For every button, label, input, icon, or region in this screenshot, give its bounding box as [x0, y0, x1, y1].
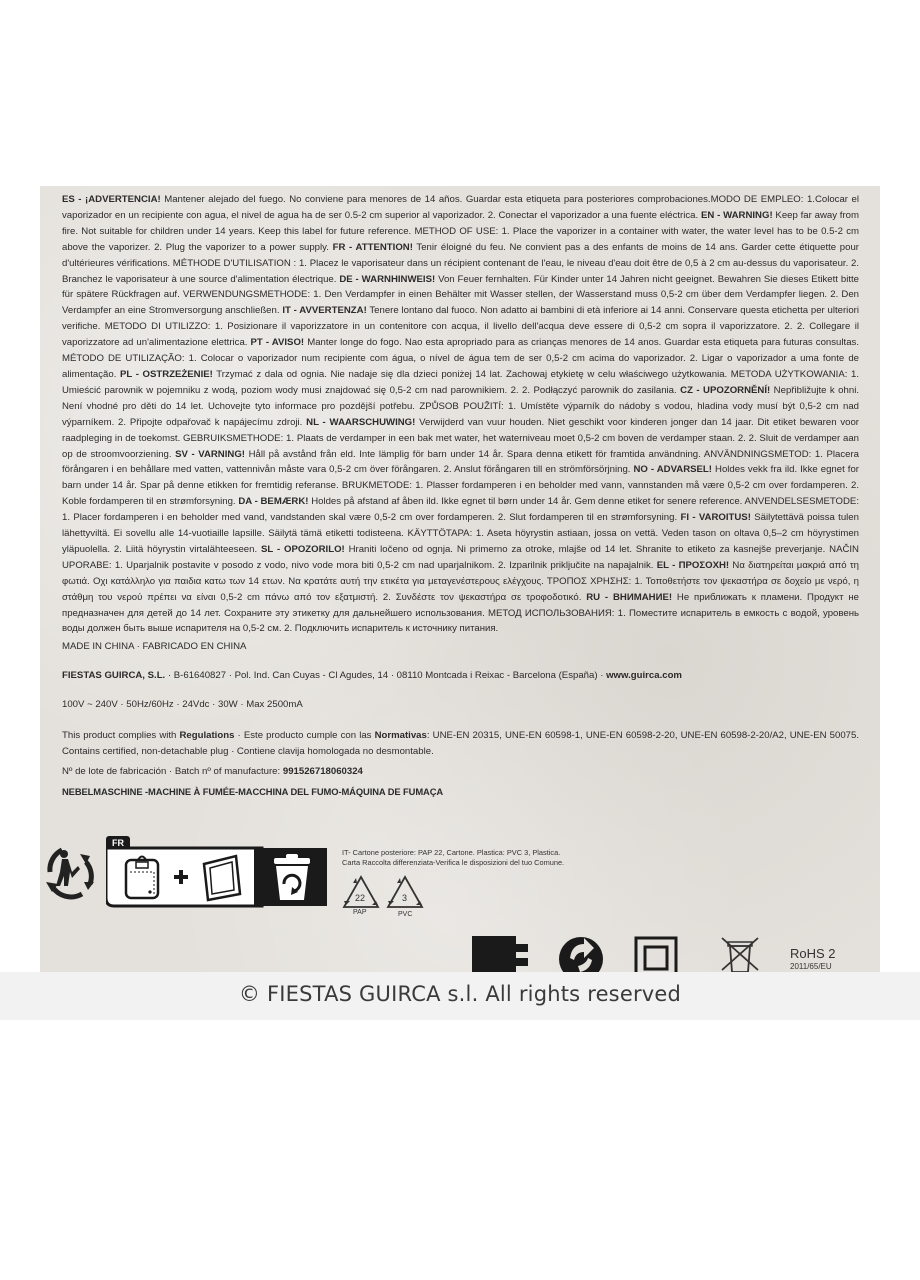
company-name: FIESTAS GUIRCA, S.L. — [62, 670, 166, 681]
recycle-bin-icon — [272, 854, 312, 902]
triman-icon — [42, 842, 104, 904]
rohs-directive: 2011/65/EU — [790, 962, 832, 971]
plug-icon — [472, 936, 542, 972]
electrical-specs: 100V ~ 240V · 50Hz/60Hz · 24Vdc · 30W · Max 2500mA — [62, 699, 303, 710]
warning-heading: EL - ΠΡΟΣΟΧΗ! — [656, 559, 730, 571]
box-icon — [124, 854, 160, 900]
warning-heading: NL - WAARSCHUWING! — [306, 416, 416, 428]
machine-names: NEBELMASCHINE -MACHINE À FUMÉE-MACCHINA DEL FUMO-MÁQUINA DE FUMAÇA — [62, 786, 444, 797]
warning-body: Trzymać z dala od ognia. Nie nadaje się dla dzieci poniżej 14 lat. Zachowaj etykietę w celu właściwego użytkowania. METODA UŻYTKOWANIA: 1. Umieścić parownik w pojemniku z wodą, poziom wody musi znajdować się 0,5-2 cm nad parownikiem. 2. 2. Podłączyć parownik do zasilania. — [62, 368, 860, 396]
green-dot-icon — [558, 936, 604, 972]
product-label — [40, 186, 880, 972]
warning-heading: DE - WARNHINWEIS! — [339, 273, 436, 285]
batch-label: Nº de lote de fabricación · Batch nº of manufacture: — [62, 766, 283, 777]
warning-heading: ES - ¡ADVERTENCIA! — [62, 194, 161, 205]
warning-body: Να διατηρείται μακριά από τη φωτιά. Οχι κατάλληλο για παιδια κατω των 14 ετων. Να κρατάτε αυτή την ετικέτα για μεταγενέστερους ελέγχους. ΤΡΟΠΟΣ ΧΡΗΣΗΣ: 1. Τοποθετήστε τον ψεκαστήρα σε δοχείο με νερό, η στάθμη του νερού πρέπει να είναι 0,5-2 cm πάνω από τον εξατμιστή. 2. Συνδέστε τον ψεκαστήρα σε τροφοδοτικό. — [62, 559, 860, 603]
warnings-text — [62, 192, 859, 637]
warning-body: Håll på avstånd från eld. Inte lämplig för barn under 14 år. Spara denna etikett för framtida användning. ANVÄNDNINGSMETOD: 1. Placera förångaren i en behållare med vatten, vattennivån måste vara 0,5-2 cm över förångaren. 2. Anslut förångaren till en strömförsörjning. — [62, 448, 860, 476]
warning-body: Verwijderd van vuur houden. Niet geschikt voor kinderen jonger dan 14 jaar. Dit etiket bewaren voor raadpleging in de toekomst. GEBRUIKSMETHODE: 1. Plaats de verdamper in een bak met water, het waterniveau moet 0,5-2 cm boven de verdamper staan. 2. 2. Sluit de verdamper aan op de stroomvoorziening. — [62, 416, 859, 460]
warning-heading: EN - WARNING! — [700, 209, 773, 221]
warning-body: Keep far away from fire. Not suitable for children under 14 years. Keep this label for future reference. METHOD OF USE: 1. Place the vaporizer in a container with water, the water level has to be 0.5-2 cm above the vaporizer. 2. Plug the vaporizer to a power supply. — [62, 209, 859, 253]
warning-body: Nepřibližujte k ohni. Není vhodné pro děti do 14 let. Uchovejte tyto informace pro pozdější potřebu. ZPŮSOB POUŽITÍ: 1. Umístěte výparník do nádoby s vodou, hladina vody musí být 0,5-2 cm nad výparníkem. 2. Připojte odpařovač k napájecímu zdroji. — [62, 384, 859, 428]
warning-heading: RU - ВНИМАНИЕ! — [586, 591, 673, 603]
batch-line — [62, 766, 363, 777]
double-insulation-icon — [634, 936, 678, 972]
pvc-number: 3 — [402, 893, 408, 903]
warning-body: Hraniti ločeno od ognja. Ni primerno za otroke, mlajše od 14 let. Shranite to etiketo za kasnejše preverjanje. NAČIN UPORABE: 1. Uparjalnik postavite v posodo z vodo, nivo vode mora biti 0,5-2 cm nad uparjalnikom. 2. Izparilnik priključite na napajalnik. — [62, 543, 859, 571]
company-address: · B-61640827 · Pol. Ind. Can Cuyas - Cl Agudes, 14 · 08110 Montcada i Reixac - Barcelona (España) · — [165, 670, 607, 681]
pap-label: PAP — [353, 909, 367, 916]
pap-number: 22 — [355, 893, 366, 903]
warning-body: Tenere lontano dal fuoco. Non adatto ai bambini di età inferiore ai 14 anni. Conservare questa etichetta per ulteriori verifiche. METODO DI UTILIZZO: 1. Posizionare il vaporizzatore in un contenitore con acqua, il livello dell'acqua deve essere di 0,5-2 cm sopra il vaporizzatore. 2. 2. Collegare il vaporizzatore ad un'alimentazione elettrica. — [62, 305, 859, 349]
warning-heading: IT - AVVERTENZA! — [282, 305, 367, 317]
warning-heading: CZ - UPOZORNĚNÍ! — [680, 384, 771, 396]
warning-heading: SV - VARNING! — [175, 448, 245, 460]
company-line — [62, 670, 682, 681]
warning-heading: FI - VAROITUS! — [680, 512, 751, 524]
made-in: MADE IN CHINA · FABRICADO EN CHINA — [62, 641, 247, 652]
tray-icon — [200, 854, 244, 902]
warning-body: Säilytettävä poissa tulen lähettyviltä. Ei sovellu alle 14-vuotiaille lapsille. Säilytä tämä etiketti todisteena. KÄYTTÖTAPA: 1. Aseta höyrystin astiaan, jossa on vettä. Veden tason on oltava 0,5–2 cm höyrystimen yläpuolella. 2. Liitä höyrystin virtalähteeseen. — [62, 512, 859, 555]
batch-number: 991526718060324 — [282, 766, 363, 777]
fr-tab: FR — [106, 836, 130, 850]
compliance-text: This product complies with Regulations · Este producto cumple con las Normativas: UNE-EN 20315, UNE-EN 60598-1, UNE-EN 60598-2-20, UNE-EN 60598-2-20/A2, UNE-EN 50075. Contains certified, non-detachable plug · Contiene clavija homologada no desmontable. — [62, 730, 859, 757]
warning-body: Tenir éloigné du feu. Ne convient pas a des enfants de moins de 14 ans. Garder cette étiquette pour d'ultérieures vérifications. MÉTHODE D'UTILISATION : 1. Placez le vaporisateur dans un récipient contenant de l'eau, le niveau d'eau doit être de 0,5 à 2 cm au-dessus du vaporisateur. 2. Branchez le vaporisateur à une source d'alimentation électrique. — [62, 241, 859, 285]
rohs-title: RoHS 2 — [790, 946, 836, 961]
copyright-banner — [0, 972, 920, 1020]
warning-body: Von Feuer fernhalten. Für Kinder unter 14 Jahren nicht geeignet. Bewahren Sie dieses Etikett bitte für spätere Rückfragen auf. VERWENDUNGSMETHODE: 1. Den Verdampfer in einen Behälter mit Wasser stellen, der Wasserstand muss 0,5-2 cm über dem Verdampfer liegen. 2. Den Verdampfer an eine Stromversorgung anschließen. — [62, 273, 859, 317]
warning-heading: PT - AVISO! — [250, 337, 305, 349]
warning-body: Не приближать к пламени. Продукт не предназначен для детей до 14 лет. Сохраните эту этикетку для дальнейшего использования. МЕТОД ИСПОЛЬЗОВАНИЯ: 1. Поместите испаритель в емкость с водой, уровень воды должен быть выше испарителя на 0,5-2 см. 2. Подключить испаритель к источнику питания. — [62, 591, 859, 635]
italian-recycling-text: IT- Cartone posteriore: PAP 22, Cartone. Plastica: PVC 3, Plastica. Carta Raccolta differenziata-Verifica le disposizioni del tuo Comune. — [342, 848, 565, 867]
warning-body: Holdes på afstand af åben ild. Ikke egnet til børn under 14 år. Gem denne etiket for senere reference. ANVENDELSESMETODE: 1. Placer fordamperen i en beholder med vand, vandstanden skal være 0,5-2 cm over fordamperen. 2. Slut fordamperen til en strømforsyning. — [62, 496, 859, 524]
company-web: www.guirca.com — [606, 670, 682, 681]
pvc-label: PVC — [398, 911, 413, 918]
warning-heading: SL - OPOZORILO! — [261, 543, 345, 555]
plus-icon — [172, 868, 190, 886]
warning-body: Holdes vekk fra ild. Ikke egnet for barn under 14 år. Spar på denne etikken for fremtidig referanse. BRUKMETODE: 1. Plasser fordamperen i en beholder med vann, vannstanden må være 0,5-2 cm over fordamperen. 2. Koble fordamperen til en strømforsyning. — [62, 464, 859, 508]
warning-heading: NO - ADVARSEL! — [633, 464, 712, 476]
weee-bin-icon — [720, 936, 760, 972]
warning-heading: DA - BEMÆRK! — [238, 496, 309, 508]
warning-body: Manter longe do fogo. Nao esta apropriado para as crianças menores de 14 anos. Guardar esta etiqueta para futuras consultas. MÉTODO DE UTILIZAÇÃO: 1. Colocar o vaporizador num recipiente com água, o nível de água tem de ser 0,5-2 cm acima do vaporizador. 2. Ligar o vaporizador a uma fonte de alimentação. — [62, 337, 859, 380]
copyright-text: © FIESTAS GUIRCA s.l. All rights reserved — [238, 982, 682, 1006]
warning-heading: FR - ATTENTION! — [332, 241, 413, 253]
warning-body: Mantener alejado del fuego. No conviene para menores de 14 años. Guardar esta etiqueta para posteriores comprobaciones.MODO DE EMPLEO: 1.Colocar el vaporizador en un recipiente con agua, el nivel de agua ha de ser 0.5-2 cm superior al vaporizador. 2. Conectar el vaporizador a una fuente eléctrica. — [62, 194, 859, 221]
warning-heading: PL - OSTRZEŻENIE! — [120, 368, 213, 380]
